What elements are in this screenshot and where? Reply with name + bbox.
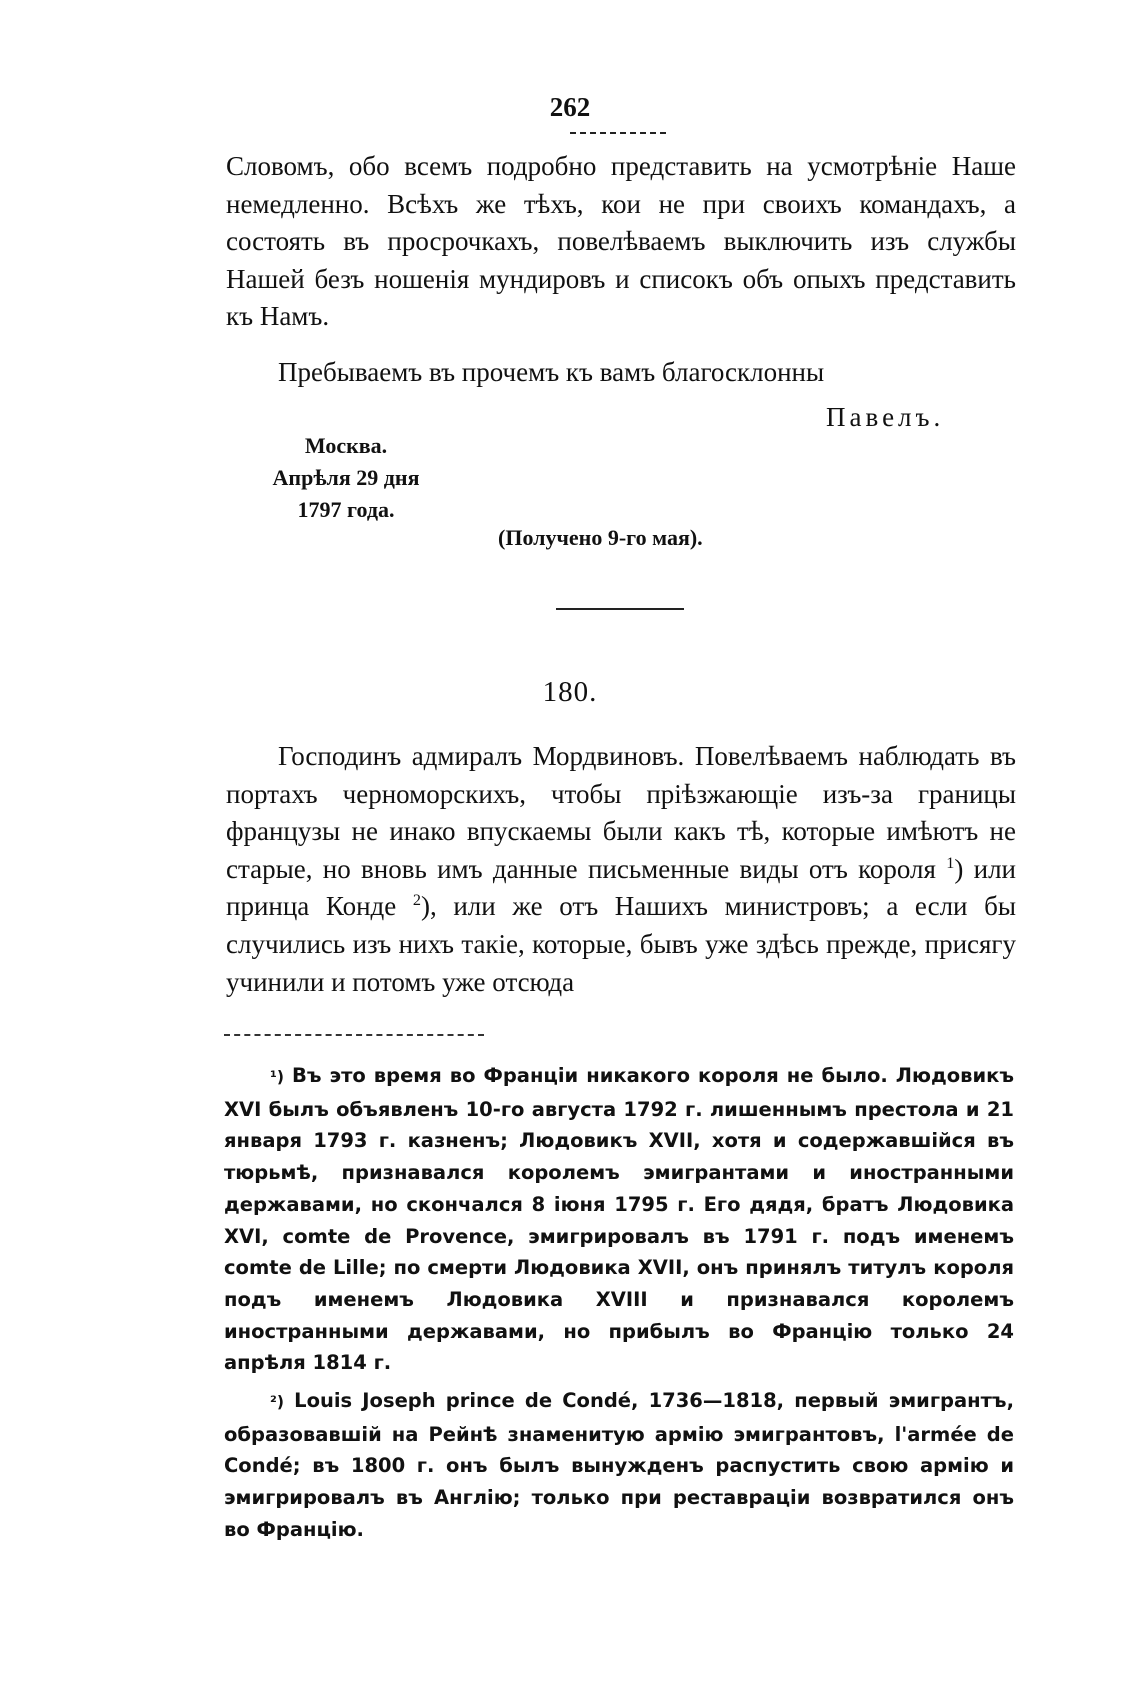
text-after-note2: ), или же отъ Нашихъ министровъ; а если бы случились изъ нихъ такіе, которые, бывъ уже здѣсь прежде, присягу учинили и потомъ уже отсюда [226, 891, 1017, 997]
page-number: 262 [549, 92, 591, 122]
text-before-note1: Господинъ адмиралъ Мордвиновъ. Повелѣваемъ наблюдать въ портахъ черноморскихъ, чтобы пріѣзжающіе изъ-за границы французы не инако впускаемы были какъ тѣ, которые имѣютъ не старые, но вновь имъ данные письменные виды отъ короля [226, 741, 1016, 884]
place: Москва. [304, 433, 388, 458]
letter-closing-formula: Пребываемъ въ прочемъ къ вамъ благосклонны [278, 357, 825, 387]
footnote-ref-1[interactable]: 1 [946, 853, 955, 872]
signature: Павелъ. [826, 402, 945, 432]
footnote-2 [224, 1385, 1014, 1546]
date: Апрѣля 29 дня [272, 465, 420, 490]
received-note: (Получено 9-го мая). [498, 525, 703, 550]
text-between-notes: ) или принца Конде [226, 853, 1016, 922]
page-number-rule [570, 132, 666, 134]
footnote-separator [224, 1034, 484, 1036]
place-date-block [246, 430, 446, 526]
letter-closing-paragraph: Словомъ, обо всемъ подробно представить на усмотрѣніе Наше немедленно. Всѣхъ же тѣхъ, кои не при своихъ командахъ, а состоять въ просрочкахъ, повелѣваемъ выключить изъ службы Нашей безъ ношенія мундировъ и списокъ объ опыхъ представить къ Намъ. [226, 151, 1016, 332]
footnote-1 [224, 1060, 1014, 1379]
footnote-ref-2[interactable]: 2 [412, 891, 421, 910]
footnote-2-text: Louis Joseph prince de Condé, 1736—1818, первый эмигрантъ, образовавшій на Рейнѣ знаменитую армію эмигрантовъ, l'armée de Condé; въ 1800 г. онъ былъ вынужденъ распустить свою армію и эмигрировалъ въ Англію; только при реставраціи возвратился онъ во Францію. [224, 1389, 1014, 1541]
footnote-1-marker: ¹) [270, 1068, 284, 1086]
footnote-1-text: Въ это время во Франціи никакого короля не было. Людовикъ XVI былъ объявленъ 10-го августа 1792 г. лишеннымъ престола и 21 января 1793 г. казненъ; Людовикъ XVII, хотя и содержавшійся въ тюрьмѣ, признавался королемъ эмигрантами и иностранными державами, но скончался 8 іюня 1795 г. Его дядя, братъ Людовика XVI, comte de Provence, эмигрировалъ въ 1791 г. подъ именемъ comte de Lille; по смерти Людовика XVII, онъ принялъ титулъ короля подъ именемъ Людовика XVIII и признавался королемъ иностранными державами, но прибылъ во Францію только 24 апрѣля 1814 г. [224, 1064, 1014, 1375]
document-number: 180. [542, 676, 598, 708]
section-divider [556, 608, 684, 610]
year: 1797 года. [297, 497, 395, 522]
footnotes [224, 1060, 1014, 1552]
footnote-2-marker: ²) [270, 1393, 284, 1412]
document-180-text [226, 738, 1016, 1001]
